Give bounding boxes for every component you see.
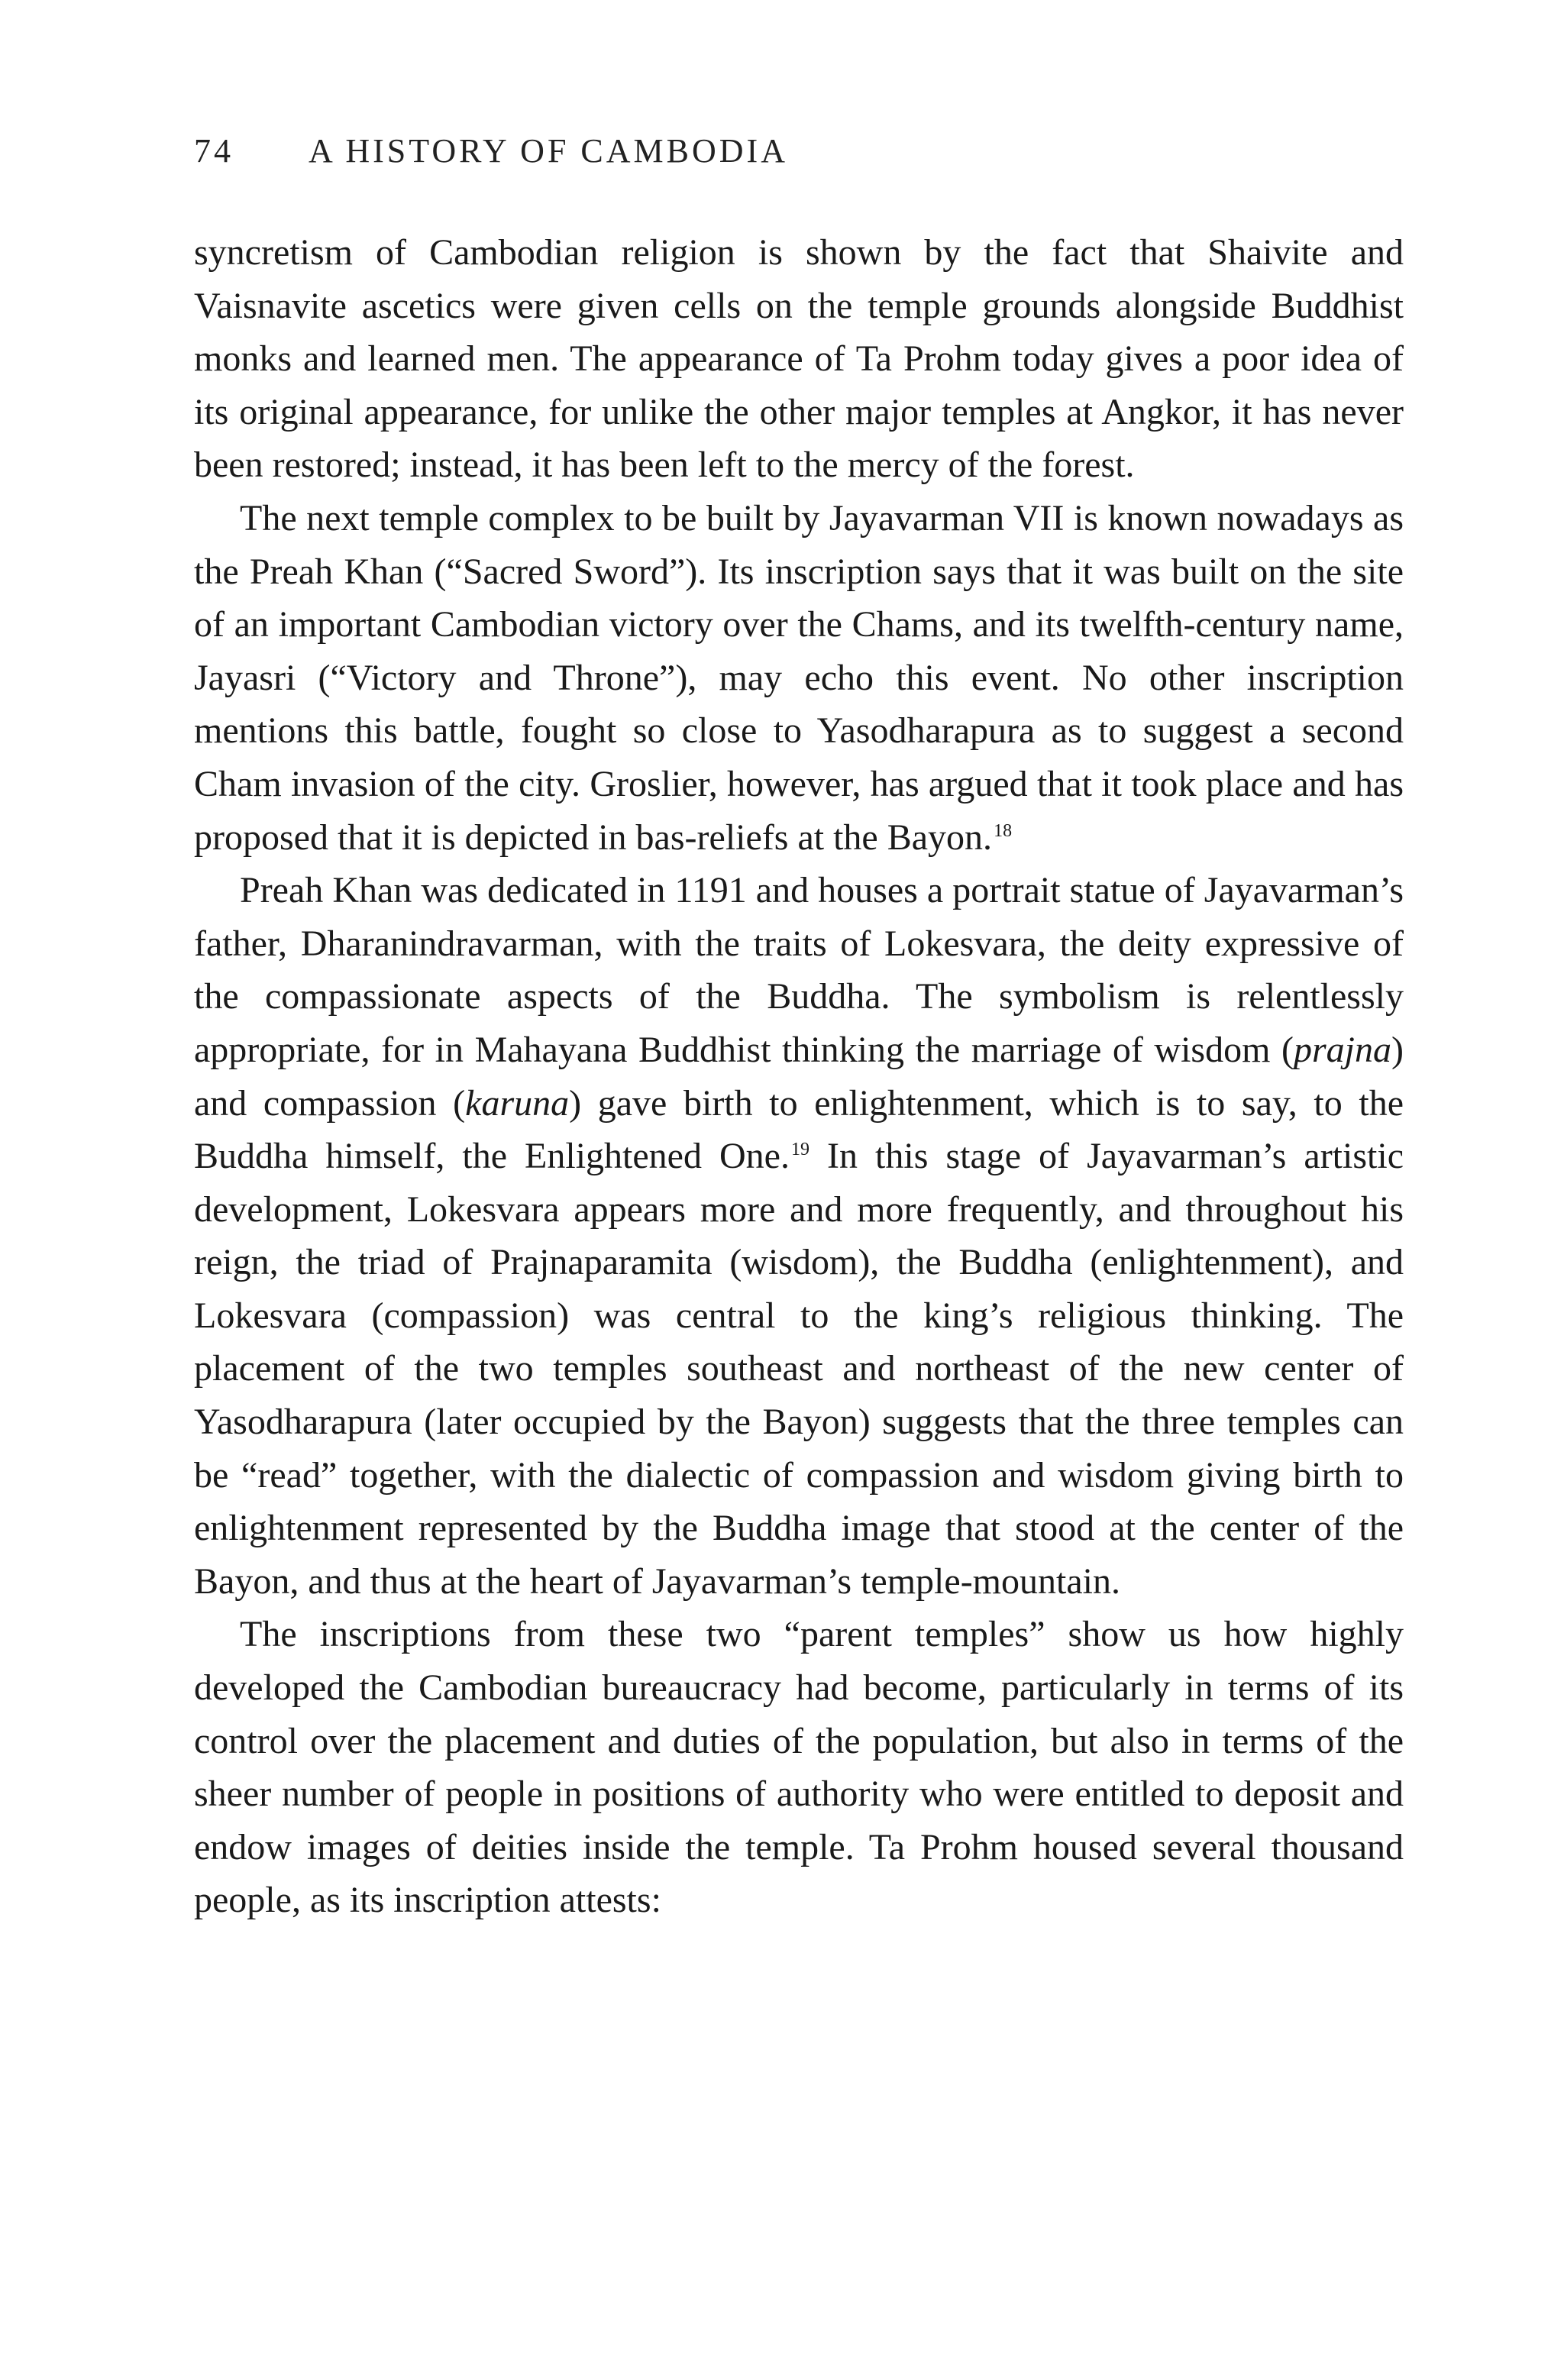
running-head bbox=[194, 128, 788, 174]
italic-term-prajna: prajna bbox=[1294, 1029, 1392, 1070]
paragraph-1 bbox=[194, 226, 1404, 492]
footnote-marker-18: 18 bbox=[994, 820, 1013, 841]
footnote-marker-19: 19 bbox=[791, 1140, 809, 1160]
body-text bbox=[194, 226, 1404, 1927]
paragraph-4 bbox=[194, 1608, 1404, 1927]
book-title: A HISTORY OF CAMBODIA bbox=[309, 132, 788, 170]
text-run: Preah Khan was dedicated in 1191 and houses a portrait statue of Jayavarman’s father, Dharanindravarman, with the traits of Lokesvara, the deity expressive of the compassionate aspects of the Buddha. The symbolism is relentlessly appropriate, for in Mahayana Buddhist thinking the marriage of wisdom ( bbox=[194, 870, 1404, 1070]
page-number: 74 bbox=[194, 132, 234, 170]
text-run: The next temple complex to be built by Jayavarman VII is known nowadays as the Preah Khan (“Sacred Sword”). Its inscription says that it was built on the site of an important Cambodian victory over the Chams, and its twelfth-century name, Jayasri (“Victory and Throne”), may echo this event. No other inscription mentions this battle, fought so close to Yasodharapura as to suggest a second Cham invasion of the city. Groslier, however, has argued that it took place and has proposed that it is depicted in bas-reliefs at the Bayon. bbox=[194, 497, 1404, 858]
text-run: The inscriptions from these two “parent temples” show us how highly developed the Cambodian bureaucracy had become, particularly in terms of its control over the placement and duties of the population, but also in terms of the sheer number of people in positions of authority who were entitled to deposit and endow images of deities inside the temple. Ta Prohm housed several thousand people, as its inscription attests: bbox=[194, 1614, 1404, 1921]
italic-term-karuna: karuna bbox=[465, 1082, 570, 1124]
text-run: ) and compassion ( bbox=[194, 1029, 1404, 1124]
text-run: In this stage of Jayavarman’s artistic development, Lokesvara appears more and more frequently, and throughout his reign, the triad of Prajnaparamita (wisdom), the Buddha (enlightenment), and Lokesvara (compassion) was central to the king’s religious thinking. The placement of the two temples southeast and northeast of the new center of Yasodharapura (later occupied by the Bayon) suggests that the three temples can be “read” together, with the dialectic of compassion and wisdom giving birth to enlightenment represented by the Buddha image that stood at the center of the Bayon, and thus at the heart of Jayavarman’s temple-mountain. bbox=[194, 1136, 1404, 1602]
paragraph-2 bbox=[194, 492, 1404, 864]
paragraph-3 bbox=[194, 864, 1404, 1608]
text-run: ) gave birth to enlightenment, which is to say, to the Buddha himself, the Enlightened One. bbox=[194, 1082, 1404, 1177]
text-run: syncretism of Cambodian religion is shown by the fact that Shaivite and Vaisnavite ascetics were given cells on the temple grounds alongside Buddhist monks and learned men. The appearance of Ta Prohm today gives a poor idea of its original appearance, for unlike the other major temples at Angkor, it has never been restored; instead, it has been left to the mercy of the forest. bbox=[194, 232, 1404, 486]
